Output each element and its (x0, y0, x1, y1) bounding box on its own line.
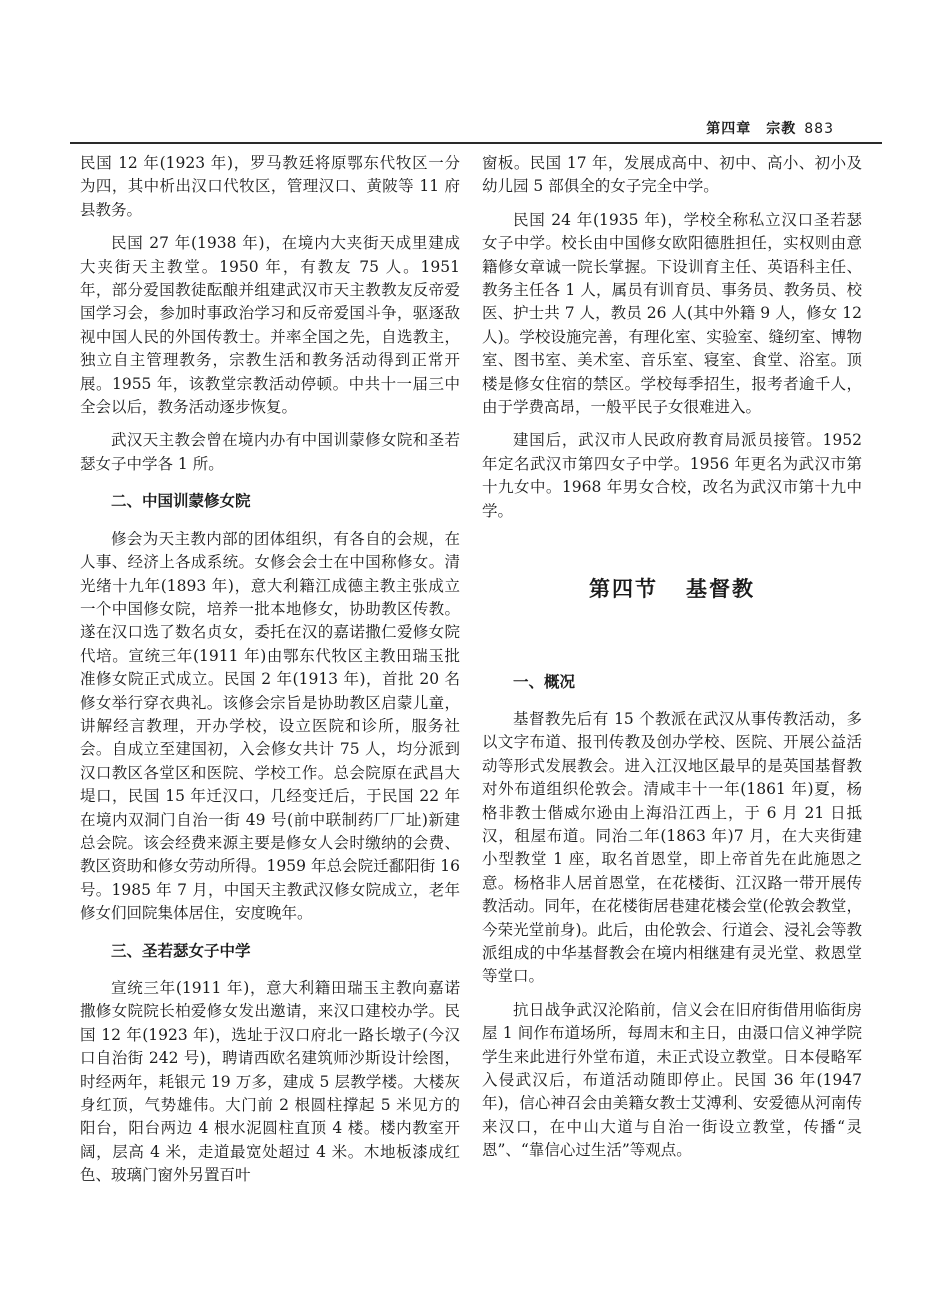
paragraph: 宣统三年(1911 年)，意大利籍田瑞玉主教向嘉诺撒修女院院长柏爱修女发出邀请，来汉口建校办学。民国 12 年(1923 年)，选址于汉口府北一路长墩子(今汉口自治街 242 号)，聘请西欧名建筑师沙斯设计绘图，时经两年，耗银元 19 万多，建成 5 层教学楼。大楼灰身红顶，气势雄伟。大门前 2 根圆柱撑起 5 米见方的阳台，阳台两边 4 根水泥圆柱直顶 4 楼。楼内教室开阔，层高 4 米，走道最宽处超过 4 米。木地板漆成红色、玻璃门窗外另置百叶 (80, 979, 460, 1185)
paragraph: 建国后，武汉市人民政府教育局派员接管。1952 年定名武汉市第四女子中学。1956 年更名为武汉市第十九女中。1968 年男女合校，改名为武汉市第十九中学。 (482, 431, 862, 520)
paragraph: 基督教先后有 15 个教派在武汉从事传教活动，多以文字布道、报刊传教及创办学校、医院、开展公益活动等形式发展教会。进入江汉地区最早的是英国基督教对外布道组织伦敦会。清咸丰十一年(1861 年)夏，杨格非教士偕威尔逊由上海沿江西上，于 6 月 21 日抵汉，租屋布道。同治二年(1863 年)7 月，在大夹街建小型教堂 1 座，取名首恩堂，即上帝首先在此施恩之意。杨格非人居首恩堂，在花楼街、江汉路一带开展传教活动。同年，在花楼街居巷建花楼会堂(伦敦会教堂，今荣光堂前身)。此后，由伦敦会、行道会、浸礼会等教派组成的中华基督教会在境内相继建有灵光堂、救恩堂等堂口。 (482, 709, 862, 986)
subsection-heading: 三、圣若瑟女子中学 (111, 941, 251, 960)
paragraph: 武汉天主教会曾在境内办有中国训蒙修女院和圣若瑟女子中学各 1 所。 (80, 431, 460, 473)
paragraph: 修会为天主教内部的团体组织，有各自的会规，在人事、经济上各成系统。女修会会士在中国称修女。清光绪十九年(1893 年)，意大利籍江成德主教主张成立一个中国修女院，培养一批本地修女，协助教区传教。遂在汉口选了数名贞女，委托在汉的嘉诺撒仁爱修女院代培。宣统三年(1911 年)由鄂东代牧区主教田瑞玉批准修女院正式成立。民国 2 年(1913 年)，首批 20 名修女举行穿衣典礼。该修会宗旨是协助教区启蒙儿童，讲解经言教理，开办学校，设立医院和诊所，服务社会。自成立至建国初，入会修女共计 75 人，均分派到汉口教区各堂区和医院、学校工作。总会院原在武昌大堤口，民国 15 年迁汉口，几经变迁后，于民国 22 年在境内双洞门自治一街 49 号(前中联制药厂厂址)新建总会院。该会经费来源主要是修女人会时缴纳的会费、教区资助和修女劳动所得。1959 年总会院迁鄱阳街 16 号。1985 年 7 月，中国天主教武汉修女院成立，老年修女们回院集体居住，安度晚年。 (80, 529, 460, 923)
subsection-heading: 一、概况 (513, 672, 576, 691)
paragraph: 民国 12 年(1923 年)，罗马教廷将原鄂东代牧区一分为四，其中析出汉口代牧区，管理汉口、黄陂等 11 府县教务。 (80, 154, 460, 219)
section-title (482, 577, 862, 600)
page-number: 883 (804, 121, 834, 137)
left-column (80, 152, 460, 1198)
header-text (706, 118, 834, 138)
running-header (70, 118, 882, 144)
chapter-title: 第四章 宗教 (706, 121, 797, 137)
section-number: 第四节 (589, 576, 658, 602)
paragraph: 窗板。民国 17 年，发展成高中、初中、高小、初小及幼儿园 5 部俱全的女子完全中学。 (482, 154, 862, 196)
paragraph: 民国 24 年(1935 年)，学校全称私立汉口圣若瑟女子中学。校长由中国修女欧阳德胜担任，实权则由意籍修女章诚一院长掌握。下设训育主任、英语科主任、教务主任各 1 人，属员有训育员、事务员、教务员、校医、护士共 7 人，教员 26 人(其中外籍 9 人，修女 12 人)。学校设施完善，有理化室、实验室、缝纫室、博物室、图书室、美术室、音乐室、寝室、食堂、浴室。顶楼是修女住宿的禁区。学校每季招生，报考者逾千人，由于学费高昂，一般平民子女很难进入。 (482, 210, 862, 417)
paragraph: 民国 27 年(1938 年)，在境内大夹街天成里建成大夹街天主教堂。1950 年，有教友 75 人。1951 年，部分爱国教徒酝酿并组建武汉市天主教教友反帝爱国学习会，参加时事政治学习和反帝爱国斗争，驱逐敌视中国人民的外国传教士。并率全国之先，自选教主，独立自主管理教务，宗教生活和教务活动得到正常开展。1955 年，该教堂宗教活动停顿。中共十一届三中全会以后，教务活动逐步恢复。 (80, 234, 460, 417)
right-column (482, 152, 862, 1173)
paragraph: 抗日战争武汉沦陷前，信义会在旧府街借用临街房屋 1 间作布道场所，每周末和主日，由滠口信义神学院学生来此进行外堂布道，未正式设立教堂。日本侵略军入侵武汉后，布道活动随即停止。民国 36 年(1947 年)，信心神召会由美籍女教士艾溥利、安爱德从河南传来汉口，在中山大道与自治一街设立教堂，传播“灵恩”、“靠信心过生活”等观点。 (482, 1000, 862, 1160)
subsection-heading: 二、中国训蒙修女院 (111, 492, 251, 511)
section-name: 基督教 (686, 576, 755, 602)
